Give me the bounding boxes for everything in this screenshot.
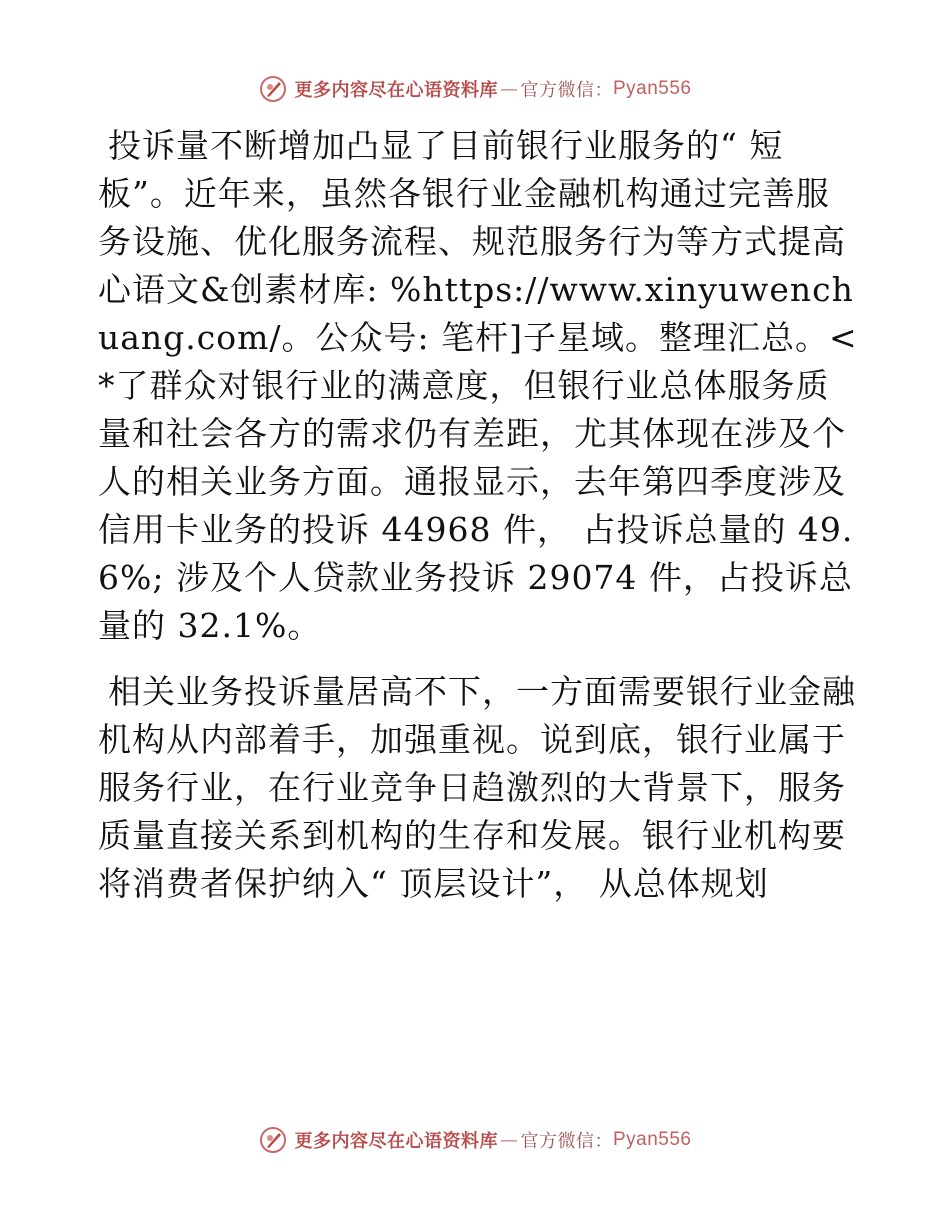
watermark-id: Pyan556 — [612, 1129, 692, 1150]
document-body — [98, 122, 858, 908]
footer-watermark — [0, 1125, 950, 1155]
quill-logo-icon — [258, 74, 288, 104]
watermark-separator: — — [499, 1129, 519, 1151]
paragraph-1: 投诉量不断增加凸显了目前银行业服务的“ 短板”。近年来，虽然各银行业金融机构通过完善服务设施、优化服务流程、规范服务行为等方式提高心语文&创素材库: %https://www.xinyuwenchuang.com/。公众号: 笔杆]子星域。整理汇总。<*了群众对银行业的满意度，但银行业总体服务质量和社会各方的需求仍有差距，尤其体现在涉及个人的相关业务方面。通报显示，去年第四季度涉及信用卡业务的投诉 44968 件， 占投诉总量的 49.6%; 涉及个人贷款业务投诉 29074 件，占投诉总量的 32.1%。 — [98, 126, 858, 645]
watermark-label: 官方微信： — [520, 1131, 613, 1152]
watermark-label: 官方微信： — [520, 80, 613, 101]
quill-logo-icon — [258, 1125, 288, 1155]
watermark-brand: 更多内容尽在心语资料库 — [294, 80, 498, 101]
watermark-brand: 更多内容尽在心语资料库 — [294, 1131, 498, 1152]
watermark-id: Pyan556 — [612, 78, 692, 99]
header-watermark — [0, 74, 950, 104]
watermark-separator: — — [499, 78, 519, 100]
paragraph-2: 相关业务投诉量居高不下，一方面需要银行业金融机构从内部着手，加强重视。说到底，银行业属于服务行业，在行业竞争日趋激烈的大背景下，服务质量直接关系到机构的生存和发展。银行业机构要将消费者保护纳入“ 顶层设计”， 从总体规划 — [98, 672, 856, 903]
